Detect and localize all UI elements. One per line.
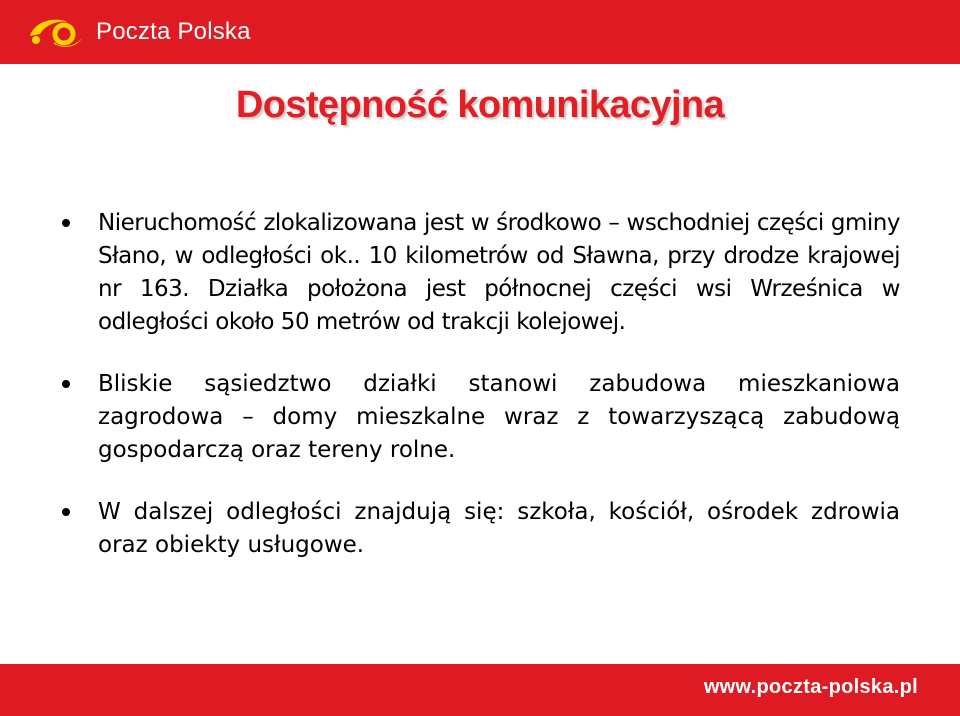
poczta-polska-horn-logo-icon <box>24 14 88 50</box>
header-bar <box>0 0 960 64</box>
slide-title: Dostępność komunikacyjna <box>235 84 725 126</box>
footer-url: www.poczta-polska.pl <box>703 676 918 698</box>
bullet-list <box>58 207 900 591</box>
logo <box>24 8 251 56</box>
footer-bar <box>0 664 960 716</box>
bullet-item-location: Nieruchomość zlokalizowana jest w środkowo – wschodniej części gminy Słano, w odległości ok.. 10 kilometrów od Sławna, przy drodze krajowej nr 163. Działka położona jest północnej części wsi Wrześnica w odległości około 50 metrów od trakcji kolejowej. <box>58 207 900 339</box>
bullet-item-neighborhood: Bliskie sąsiedztwo działki stanowi zabudowa mieszkaniowa zagrodowa – domy mieszkalne wraz z towarzyszącą zabudową gospodarczą oraz tereny rolne. <box>58 368 900 467</box>
bullet-item-facilities: W dalszej odległości znajdują się: szkoła, kościół, ośrodek zdrowia oraz obiekty usługowe. <box>58 496 900 562</box>
logo-text: Poczta Polska <box>96 18 251 45</box>
